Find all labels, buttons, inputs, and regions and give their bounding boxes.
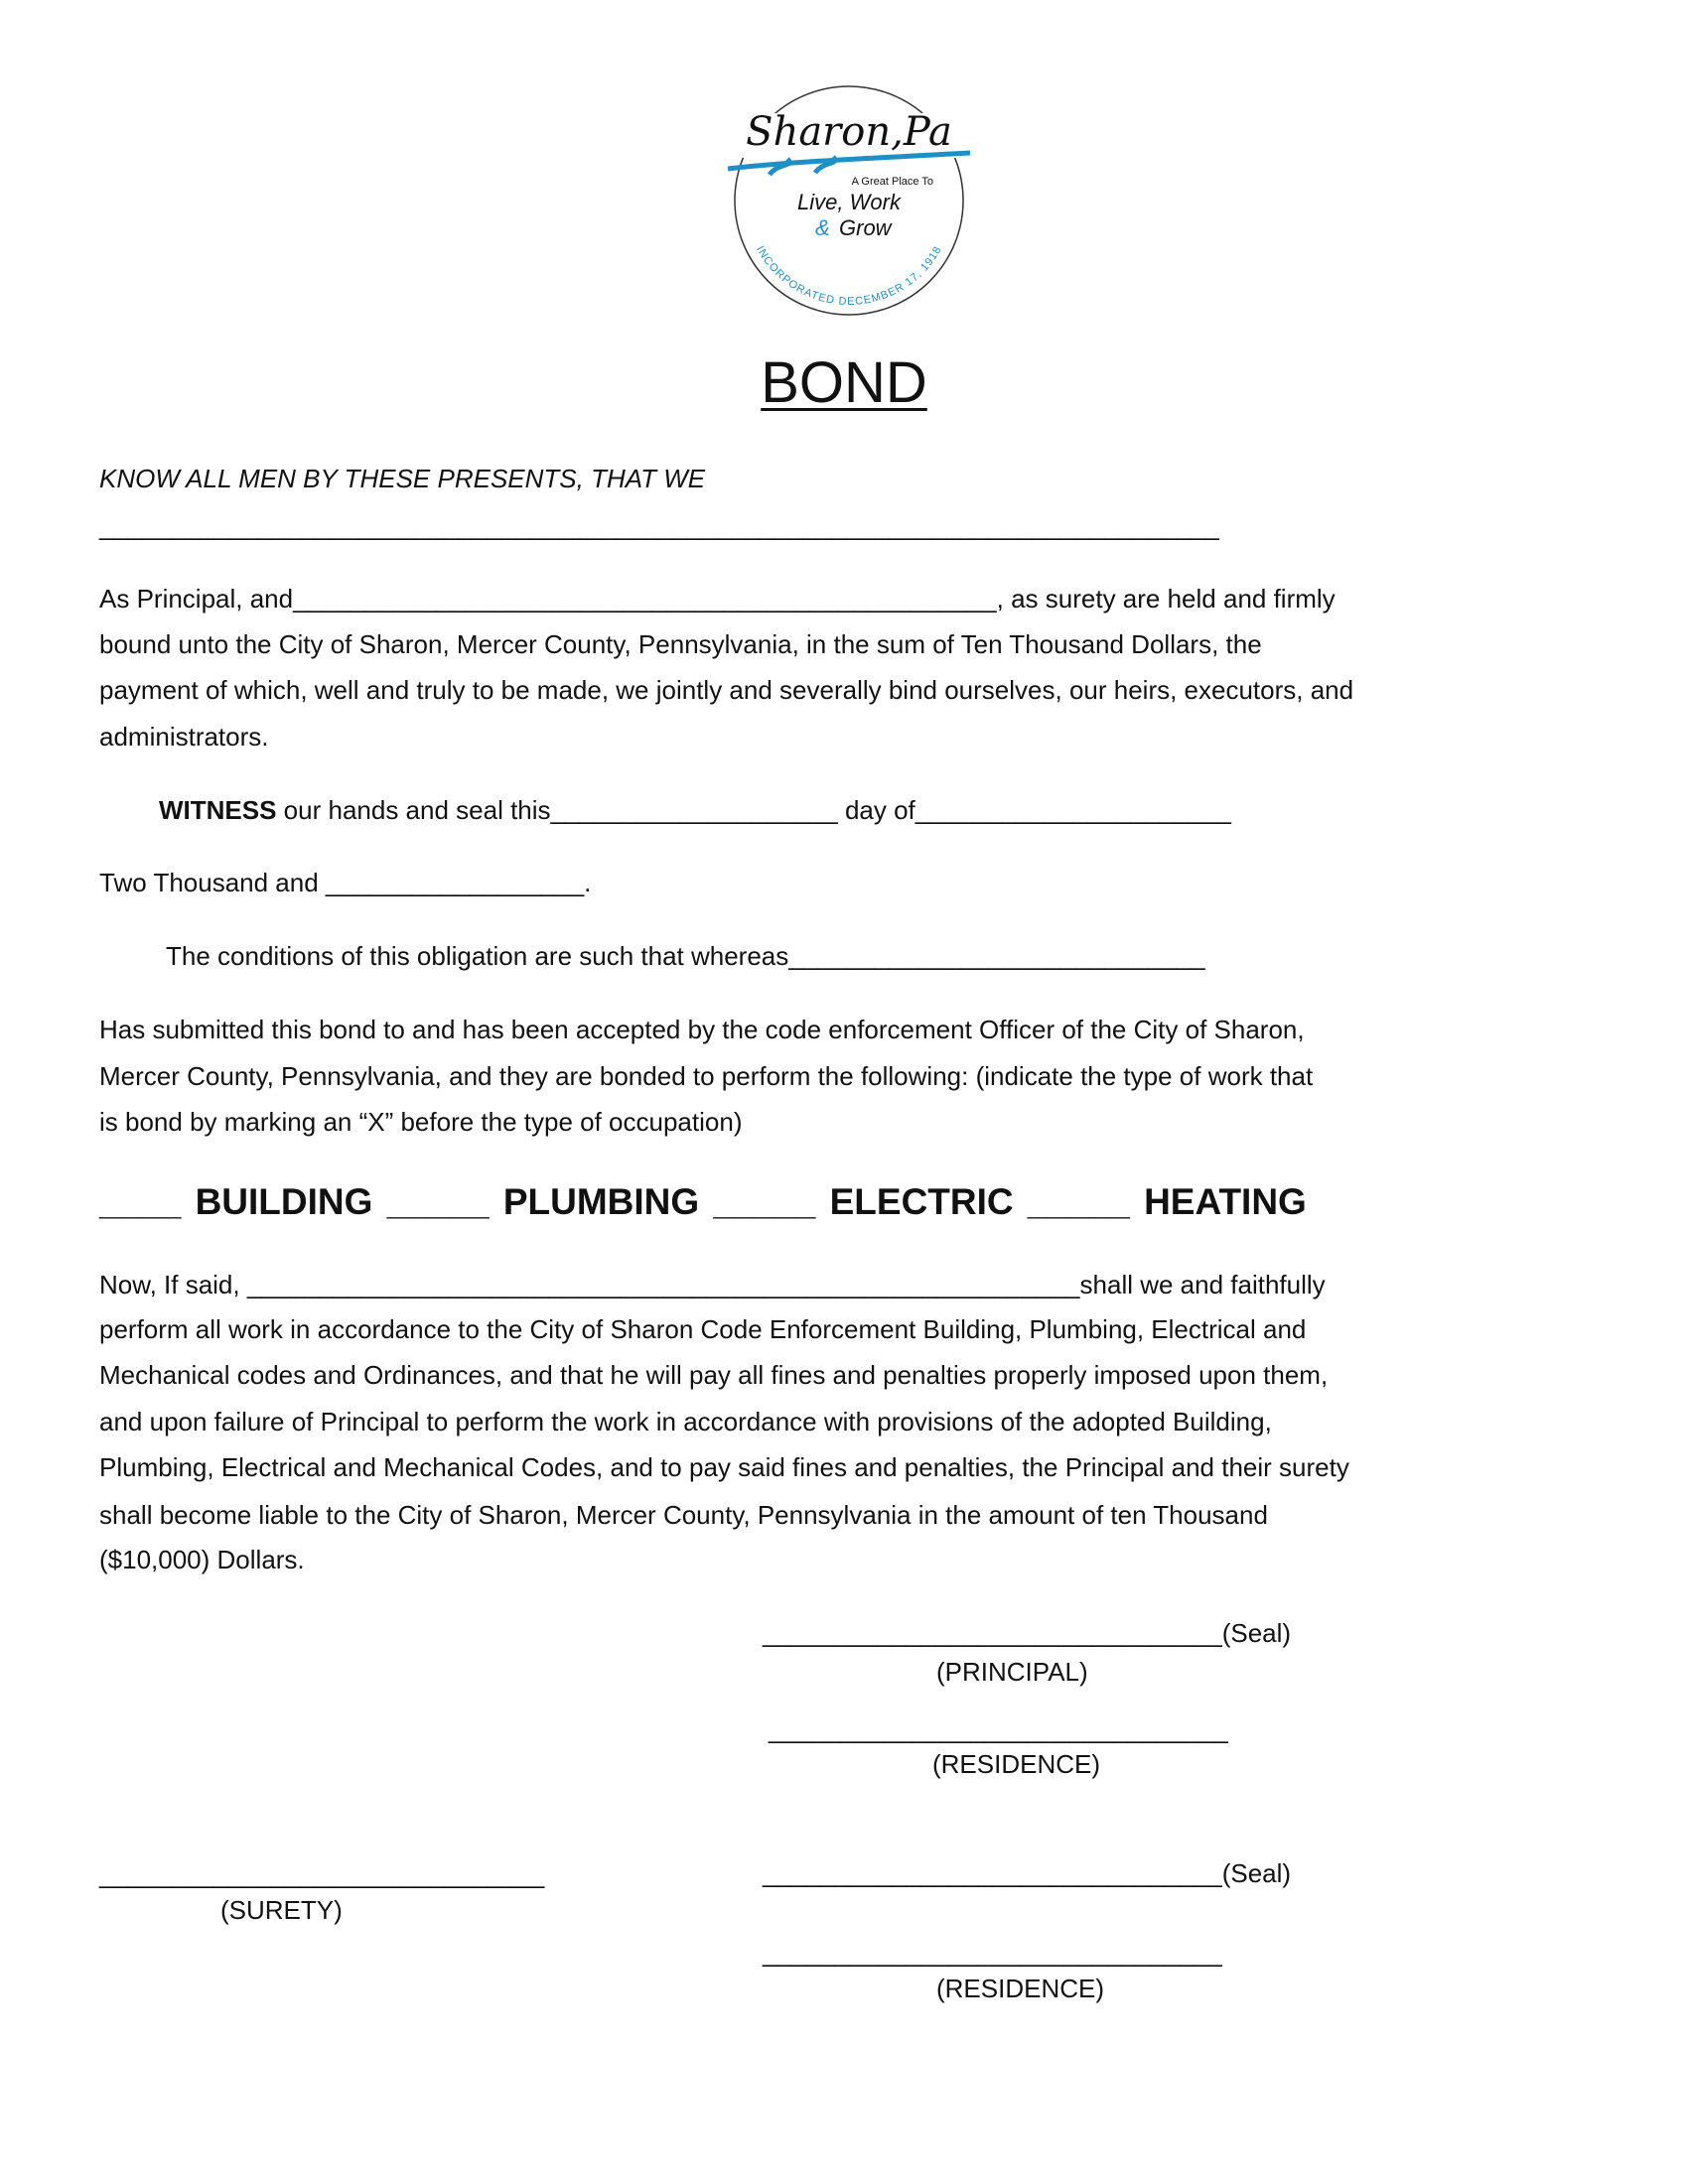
- svg-text:INCORPORATED DECEMBER 17, 1918: INCORPORATED DECEMBER 17, 1918: [754, 243, 944, 309]
- two-thousand-line: Two Thousand and __________________.: [99, 868, 592, 897]
- surety-seal-line[interactable]: ________________________________(Seal): [763, 1858, 1292, 1888]
- para2-line: Mercer County, Pennsylvania, and they are bonded to perform the following: (indicate the type of work that: [99, 1061, 1314, 1091]
- para1-line: bound unto the City of Sharon, Mercer County, Pennsylvania, in the sum of Ten Thousand Dollars, the: [99, 629, 1262, 659]
- para3-line: Now, If said, __________________________________________________________shall we and faithfully: [99, 1270, 1326, 1299]
- conditions-line: The conditions of this obligation are such that whereas_____________________________: [166, 941, 1205, 971]
- svg-text:A Great Place To: A Great Place To: [851, 176, 933, 188]
- para3-line: Plumbing, Electrical and Mechanical Codes, and to pay said fines and penalties, the Principal and their surety: [99, 1452, 1349, 1482]
- para3-line: perform all work in accordance to the City of Sharon Code Enforcement Building, Plumbing, Electrical and: [99, 1314, 1307, 1344]
- svg-text:Grow: Grow: [839, 215, 892, 240]
- principal-label: (PRINCIPAL): [936, 1657, 1088, 1687]
- svg-text:Live, Work: Live, Work: [797, 190, 901, 214]
- document-title: BOND: [761, 350, 927, 415]
- svg-text:Sharon,Pa: Sharon,Pa: [746, 109, 952, 155]
- para3-line: and upon failure of Principal to perform the work in accordance with provisions of the adopted Building,: [99, 1407, 1272, 1436]
- svg-text:&: &: [815, 215, 830, 240]
- intro-text: KNOW ALL MEN BY THESE PRESENTS, THAT WE: [99, 464, 706, 493]
- para1-line: As Principal, and_________________________________________________, as surety are held and firmly: [99, 584, 1336, 614]
- residence-label: (RESIDENCE): [936, 1974, 1105, 2003]
- para3-line: ($10,000) Dollars.: [99, 1545, 305, 1574]
- surety-signature-line[interactable]: _______________________________: [99, 1859, 545, 1889]
- trade-type-selection[interactable]: ____ BUILDING _____ PLUMBING _____ ELECTRIC _____ HEATING: [99, 1181, 1307, 1222]
- surety-label: (SURETY): [220, 1895, 343, 1925]
- para1-line: payment of which, well and truly to be made, we jointly and severally bind ourselves, our heirs, executors, and: [99, 675, 1354, 705]
- sharon-pa-logo: [720, 83, 978, 322]
- para2-line: Has submitted this bond to and has been accepted by the code enforcement Officer of the City of Sharon,: [99, 1015, 1305, 1044]
- para1-line: administrators.: [99, 722, 269, 751]
- witness-bold: WITNESS: [159, 795, 277, 825]
- surety-residence-line[interactable]: ________________________________: [763, 1938, 1222, 1968]
- para3-line: shall become liable to the City of Sharon, Mercer County, Pennsylvania in the amount of ten Thousand: [99, 1500, 1268, 1530]
- principal-signature-line[interactable]: ________________________________(Seal): [763, 1618, 1292, 1648]
- para2-line: is bond by marking an “X” before the type of occupation): [99, 1107, 743, 1137]
- para3-line: Mechanical codes and Ordinances, and that he will pay all fines and penalties properly imposed upon them,: [99, 1360, 1329, 1390]
- residence-label: (RESIDENCE): [932, 1749, 1101, 1779]
- principal-residence-line[interactable]: ________________________________: [769, 1714, 1228, 1744]
- principal-name-blank[interactable]: ______________________________________________________________________________: [99, 511, 1219, 541]
- witness-rest: our hands and seal this____________________ day of______________________: [276, 795, 1231, 825]
- witness-line: [159, 795, 1231, 825]
